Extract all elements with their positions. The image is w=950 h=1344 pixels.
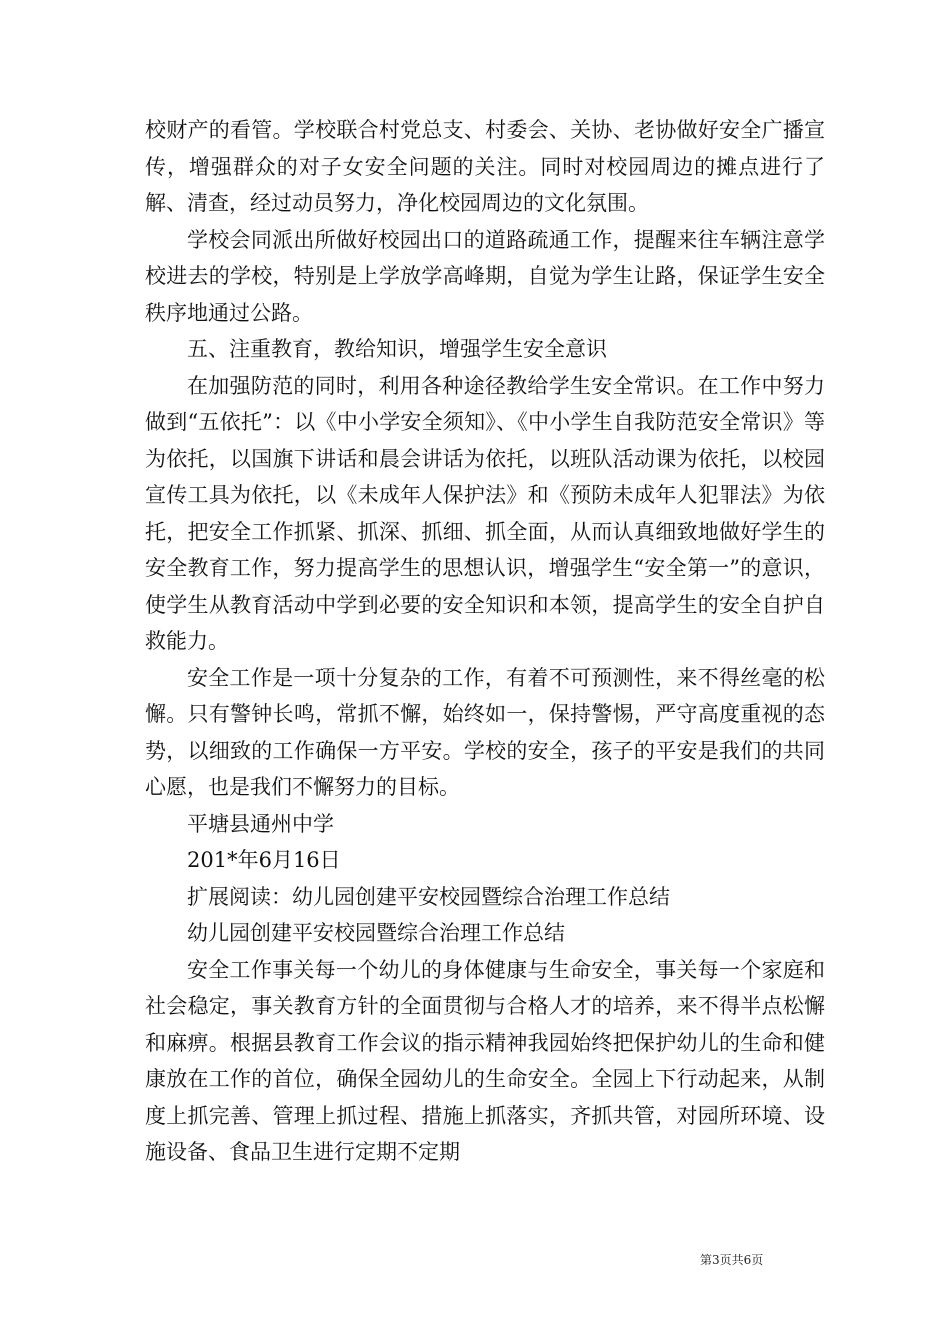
document-body	[145, 112, 825, 1171]
paragraph-school-property: 校财产的看管。学校联合村党总支、村委会、关协、老协做好安全广播宣传，增强群众的对子女安全问题的关注。同时对校园周边的摊点进行了解、清查，经过动员努力，净化校园周边的文化氛围。	[145, 118, 825, 215]
paragraph-road-safety: 学校会同派出所做好校园出口的道路疏通工作，提醒来往车辆注意学校进去的学校，特别是上学放学高峰期，自觉为学生让路，保证学生安全秩序地通过公路。	[145, 227, 825, 325]
article-title: 幼儿园创建平安校园暨综合治理工作总结	[187, 921, 565, 945]
signature-school-name: 平塘县通州中学	[187, 811, 334, 836]
paragraph-conclusion: 安全工作是一项十分复杂的工作，有着不可预测性，来不得丝毫的松懈。只有警钟长鸣，常抓不懈，始终如一，保持警惕，严守高度重视的态势，以细致的工作确保一方平安。学校的安全，孩子的平安是我们的共同心愿，也是我们不懈努力的目标。	[145, 665, 825, 799]
paragraph-kindergarten-safety: 安全工作事关每一个幼儿的身体健康与生命安全，事关每一个家庭和社会稳定，事关教育方针的全面贯彻与合格人才的培养，来不得半点松懈和麻痹。根据县教育工作会议的指示精神我园始终把保护幼儿的生命和健康放在工作的首位，确保全园幼儿的生命安全。全园上下行动起来，从制度上抓完善、管理上抓过程、措施上抓落实，齐抓共管，对园所环境、设施设备、食品卫生进行定期不定期	[145, 957, 825, 1164]
page-number: 第3页共6页	[700, 1253, 764, 1267]
extended-reading-label: 扩展阅读：幼儿园创建平安校园暨综合治理工作总结	[187, 884, 670, 909]
signature-date: 201*年6月16日	[187, 848, 341, 872]
paragraph-five-supports: 在加强防范的同时，利用各种途径教给学生安全常识。在工作中努力做到“五依托”：以《中小学安全须知》、《中小学生自我防范安全常识》等为依托，以国旗下讲话和晨会讲话为依托，以班队活动课为依托，以校园宣传工具为依托，以《未成年人保护法》和《预防未成年人犯罪法》为依托，把安全工作抓紧、抓深、抓细、抓全面，从而认真细致地做好学生的安全教育工作，努力提高学生的思想认识，增强学生“安全第一”的意识，使学生从教育活动中学到必要的安全知识和本领，提高学生的安全自护自救能力。	[145, 373, 825, 653]
section-heading-education: 五、注重教育，教给知识，增强学生安全意识	[187, 337, 607, 361]
